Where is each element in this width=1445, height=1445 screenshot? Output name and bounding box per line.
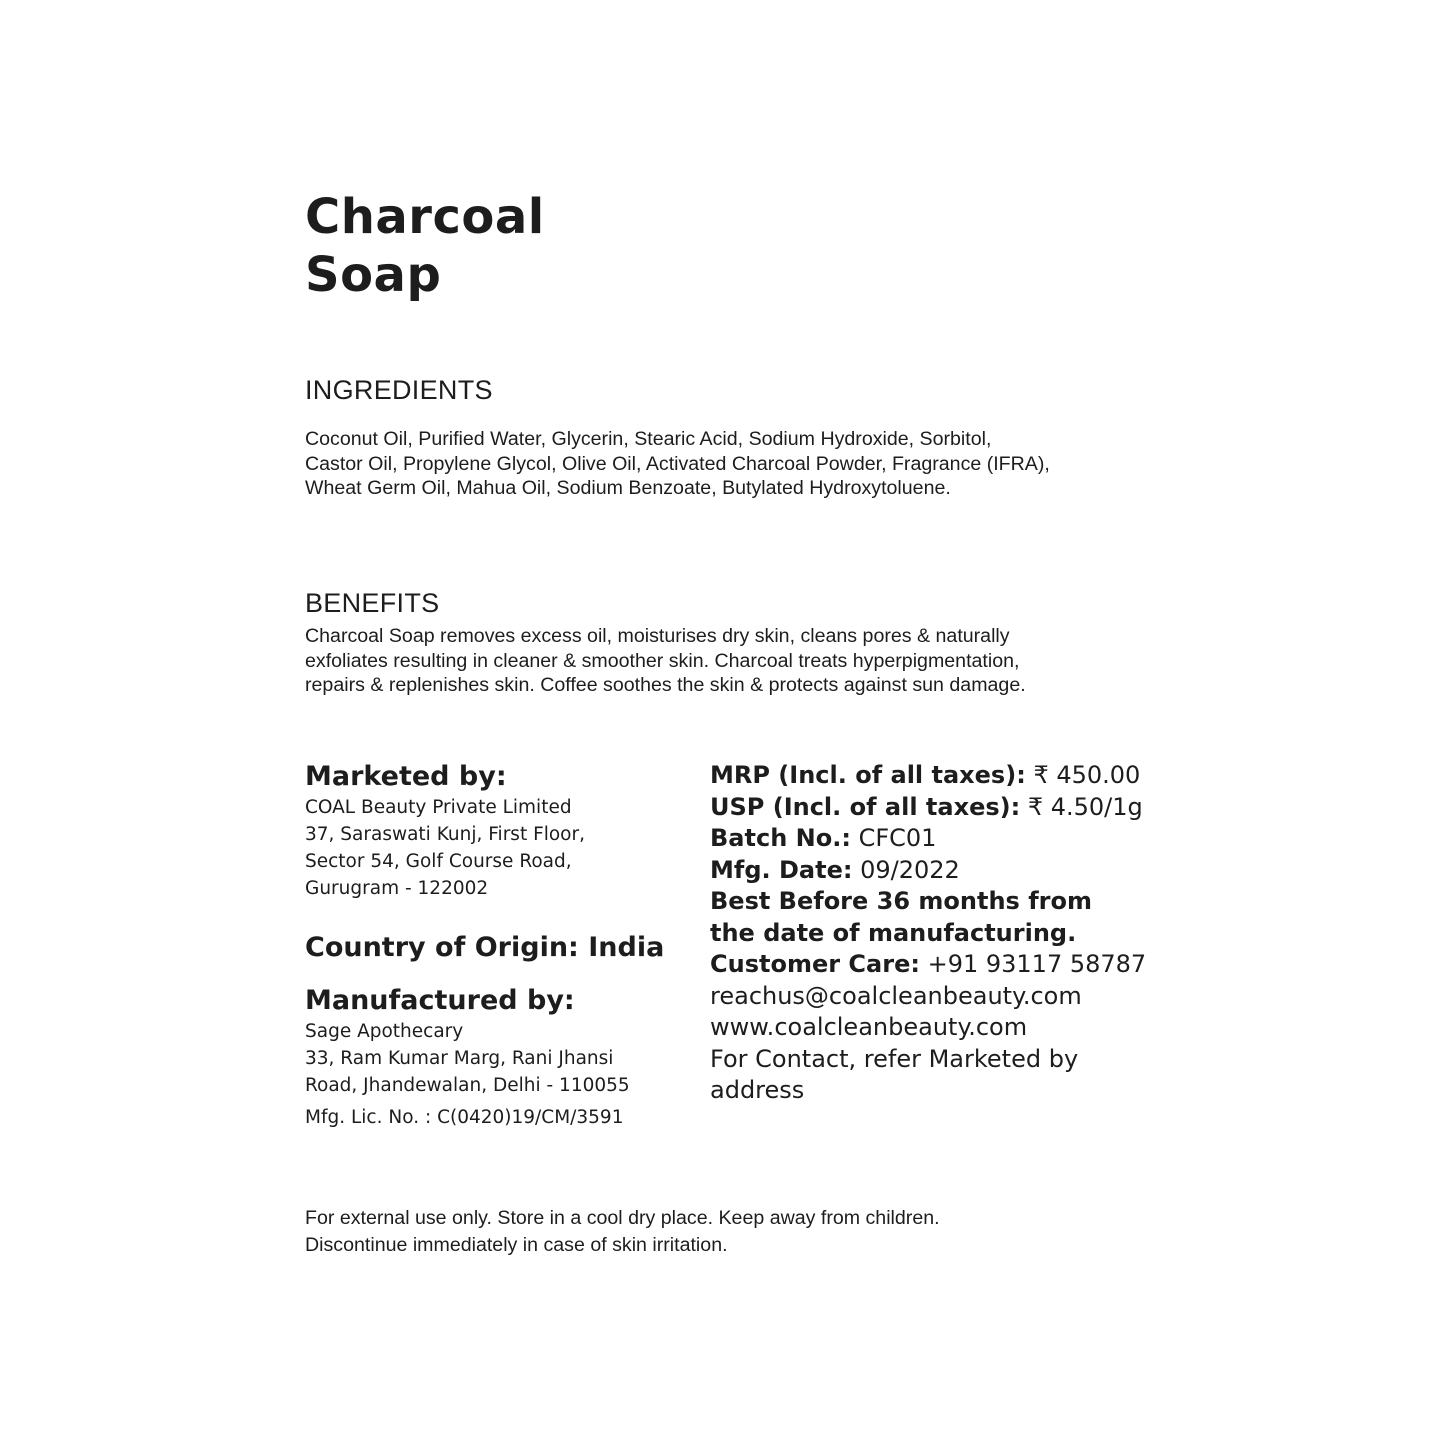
address-line: Sage Apothecary bbox=[305, 1021, 464, 1042]
ingredients-line: Wheat Germ Oil, Mahua Oil, Sodium Benzoate, Butylated Hydroxytoluene. bbox=[305, 477, 951, 500]
benefits-line: exfoliates resulting in cleaner & smoother skin. Charcoal treats hyperpigmentation, bbox=[305, 649, 1020, 672]
address-line: COAL Beauty Private Limited bbox=[305, 797, 572, 818]
ingredients-text bbox=[305, 427, 1050, 501]
benefits-line: repairs & replenishes skin. Coffee soothes the skin & protects against sun damage. bbox=[305, 674, 1026, 697]
batch-value: CFC01 bbox=[858, 824, 937, 852]
company-info-column bbox=[305, 760, 695, 1131]
mfg-date-row bbox=[710, 855, 1140, 887]
product-title-line1: Charcoal bbox=[305, 189, 545, 245]
batch-row bbox=[710, 823, 1140, 855]
ingredients-line: Coconut Oil, Purified Water, Glycerin, Stearic Acid, Sodium Hydroxide, Sorbitol, bbox=[305, 428, 992, 450]
mfg-date-value: 09/2022 bbox=[860, 855, 960, 884]
marketed-by-address bbox=[305, 794, 695, 902]
mrp-row bbox=[710, 760, 1140, 792]
customer-care-row bbox=[710, 949, 1147, 981]
customer-care-phone: +91 93117 58787 bbox=[927, 950, 1147, 978]
best-before bbox=[710, 886, 1140, 949]
mfg-license-number: Mfg. Lic. No. : C(0420)19/CM/3591 bbox=[305, 1107, 624, 1128]
mrp-value: ₹ 450.00 bbox=[1033, 761, 1141, 789]
contact-email: reachus@coalcleanbeauty.com bbox=[710, 981, 1082, 1010]
address-line: 33, Ram Kumar Marg, Rani Jhansi bbox=[305, 1048, 614, 1069]
best-before-line: Best Before 36 months from bbox=[710, 887, 1092, 915]
caution-line: For external use only. Store in a cool dry place. Keep away from children. bbox=[305, 1207, 940, 1229]
best-before-line: the date of manufacturing. bbox=[710, 918, 1077, 947]
manufactured-by-heading: Manufactured by: bbox=[305, 985, 575, 1016]
product-title-line2: Soap bbox=[305, 247, 442, 303]
address-line: 37, Saraswati Kunj, First Floor, bbox=[305, 824, 585, 845]
address-line: Sector 54, Golf Course Road, bbox=[305, 851, 572, 872]
customer-care-label: Customer Care: bbox=[710, 950, 920, 978]
benefits-line: Charcoal Soap removes excess oil, moisturises dry skin, cleans pores & naturally bbox=[305, 625, 1010, 647]
contact-note-line: address bbox=[710, 1076, 805, 1104]
usp-label: USP (Incl. of all taxes): bbox=[710, 792, 1021, 821]
batch-label: Batch No.: bbox=[710, 824, 851, 852]
country-of-origin: Country of Origin: India bbox=[305, 932, 665, 963]
contact-note-line: For Contact, refer Marketed by bbox=[710, 1044, 1079, 1073]
benefits-text bbox=[305, 624, 1026, 698]
ingredients-line: Castor Oil, Propylene Glycol, Olive Oil, Activated Charcoal Powder, Fragrance (IFRA), bbox=[305, 452, 1050, 475]
product-info-column bbox=[710, 760, 1147, 1107]
product-title bbox=[305, 188, 545, 304]
ingredients-heading: INGREDIENTS bbox=[305, 375, 493, 405]
caution-line: Discontinue immediately in case of skin irritation. bbox=[305, 1234, 728, 1256]
caution-footer bbox=[305, 1205, 940, 1259]
website-url: www.coalcleanbeauty.com bbox=[710, 1013, 1028, 1041]
contact-note bbox=[710, 1044, 1140, 1107]
marketed-by-heading: Marketed by: bbox=[305, 761, 507, 792]
address-line: Gurugram - 122002 bbox=[305, 878, 489, 899]
mfg-date-label: Mfg. Date: bbox=[710, 855, 853, 884]
benefits-heading: BENEFITS bbox=[305, 588, 440, 618]
mrp-label: MRP (Incl. of all taxes): bbox=[710, 761, 1026, 789]
address-line: Road, Jhandewalan, Delhi - 110055 bbox=[305, 1075, 630, 1096]
manufactured-by-address bbox=[305, 1018, 695, 1131]
usp-value: ₹ 4.50/1g bbox=[1027, 792, 1143, 821]
usp-row bbox=[710, 792, 1143, 824]
